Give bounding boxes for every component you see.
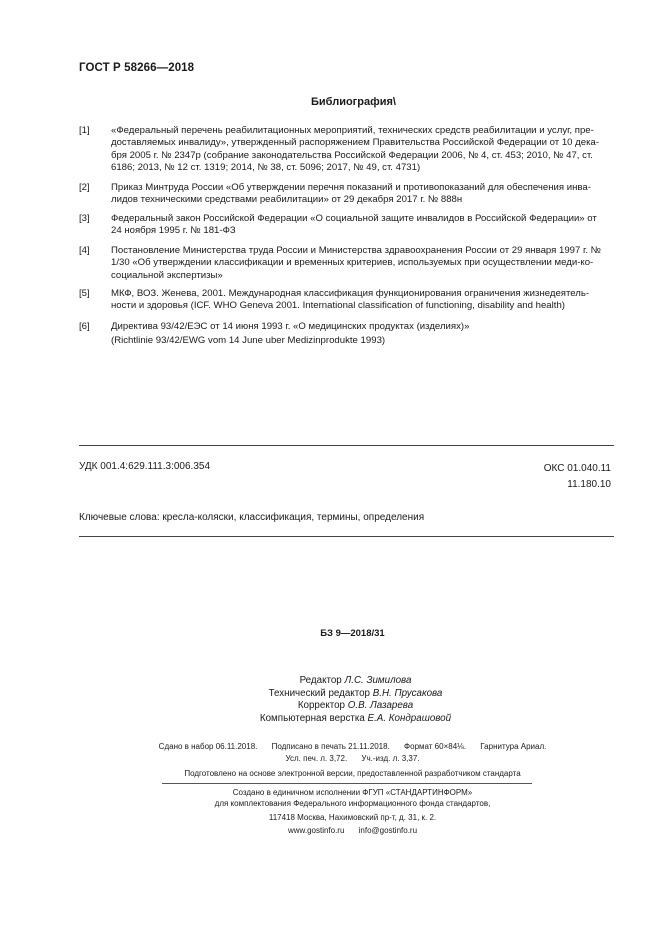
divider [79,536,614,537]
divider [79,445,614,446]
reference-subtext: (Richtlinie 93/42/EWG vom 14 June uber Medizinprodukte 1993) [111,335,386,347]
print-sheets: Усл. печ. л. 3,72. [285,754,348,763]
bibliography-title: Библиография\ [311,96,396,108]
bz-number: БЗ 9—2018/31 [320,628,385,639]
credits-block [0,675,661,725]
publisher-address: 117418 Москва, Нахимовский пр-т, д. 31, к. 2. [268,813,437,822]
print-signed: Подписано в печать 21.11.2018. [271,742,390,751]
reference-item [79,182,609,207]
reference-text: Федеральный закон Российской Федерации «О социальной защите инвалидов в Российской Федерации» от 24 ноября 1995 г. № 181-ФЗ [111,213,597,237]
credit-layout [50,713,661,726]
reference-item [79,125,609,175]
reference-text: МКФ, ВОЗ. Женева, 2001. Международная классификация функционирования ограничения жизнедеятель-ности и здоровья (ICF. WHO Geneva 2001. International classification of functioning, disability and health) [111,288,590,312]
credit-tech-editor [50,688,661,701]
print-pub-sheets: Уч.-изд. л. 3,37. [361,754,420,763]
credit-editor [50,675,661,688]
credit-person: В.Н. Прусакова [372,687,443,699]
print-info-line [0,741,661,753]
oks-code-1: ОКС 01.040.11 [543,463,611,474]
reference-text: «Федеральный перечень реабилитационных мероприятий, технических средств реабилитации и услуг, пре-доставляемых инвалиду», утвержденный распоряжением Правительства Российской Федерации от 10 дека-бря 2005 г. № 2347р (собрание законодательства Российской Федерации 2006, № 4, ст. 453; 2010, № 47, ст. 6186; 2013, № 12 ст. 1319; 2014, № 38, ст. 5096; 2017, № 49, ст. 4731) [111,125,600,174]
publisher-email: info@gostinfo.ru [358,826,418,835]
reference-number: [6] [79,321,90,332]
publisher-line-1: Создано в единичном исполнении ФГУП «СТАНДАРТИНФОРМ» [232,788,473,797]
reference-item [79,213,609,238]
reference-item [79,321,609,348]
publisher-contacts [0,825,661,837]
credit-person: О.В. Лазарева [347,700,414,712]
reference-number: [4] [79,245,90,256]
reference-item [79,288,609,313]
credit-person: Л.С. Зимилова [344,675,412,686]
credit-label: Редактор [299,675,342,686]
credit-corrector [50,700,661,713]
reference-item [79,245,609,282]
credit-label: Корректор [297,700,345,712]
oks-codes [544,461,611,492]
publisher-site: www.gostinfo.ru [287,826,345,835]
reference-text: Приказ Минтруда России «Об утверждении перечня показаний и противопоказаний для обеспечения инва-лидов техническими средствами реабилитации» от 29 декабря 2017 г. № 888н [111,182,591,206]
standard-number: ГОСТ Р 58266—2018 [79,62,195,74]
credit-label: Технический редактор [268,687,370,699]
reference-number: [1] [79,125,90,136]
oks-code-2: 11.180.10 [567,478,611,490]
publisher-line-2: для комплектования Федерального информационного фонда стандартов, [214,799,491,808]
reference-number: [3] [79,213,90,224]
print-sheets-line [0,753,661,765]
credit-label: Компьютерная верстка [259,712,365,724]
divider [162,783,532,784]
credit-person: Е.А. Кондрашовой [367,712,452,724]
reference-text: Постановление Министерства труда России и Министерства здравоохранения России от 29 января 1997 г. № 1/30 «Об утверждении классификации и временных критериев, используемых при осуществлении меди-ко-социальной экспертизы» [111,245,601,281]
udk-code: УДК 001.4:629.111.3:006.354 [79,461,211,472]
print-format: Формат 60×84⅛. [404,742,467,751]
print-font: Гарнитура Ариал. [480,742,547,751]
prepared-note: Подготовлено на основе электронной версии, предоставленной разработчиком стандарта [184,769,521,778]
keywords: Ключевые слова: кресла-коляски, классификация, термины, определения [79,512,425,523]
print-sent: Сдано в набор 06.11.2018. [158,742,258,751]
reference-text: Директива 93/42/ЕЭС от 14 июня 1993 г. «О медицинских продуктах (изделиях)» [111,321,470,332]
reference-number: [2] [79,182,90,193]
reference-number: [5] [79,288,90,299]
